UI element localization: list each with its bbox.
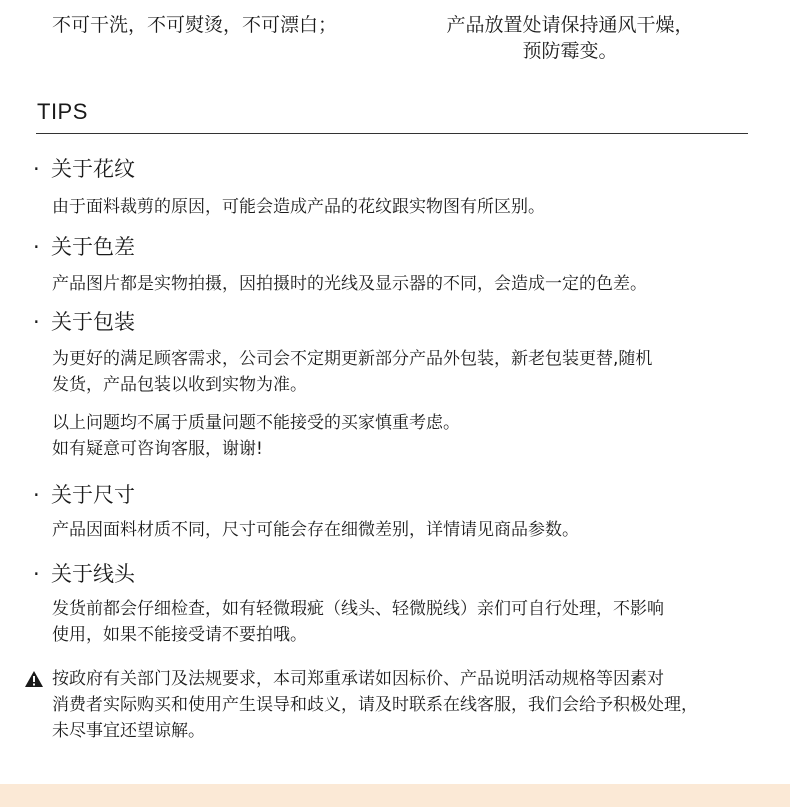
section-text-size: 产品因面料材质不同，尺寸可能会存在细微差别，详情请见商品参数。 <box>52 520 579 540</box>
notice-text: 未尽事宜还望谅解。 <box>52 721 205 741</box>
section-title-threads: · 关于线头 <box>33 562 135 586</box>
section-text-packaging: 为更好的满足顾客需求，公司会不定期更新部分产品外包装，新老包装更替,随机 <box>52 349 653 369</box>
section-text-pattern: 由于面料裁剪的原因，可能会造成产品的花纹跟实物图有所区别。 <box>52 197 545 217</box>
section-text-color: 产品图片都是实物拍摄，因拍摄时的光线及显示器的不同，会造成一定的色差。 <box>52 274 647 294</box>
tips-heading: TIPS <box>37 99 88 124</box>
care-instructions-left: 不可干洗，不可熨烫，不可漂白； <box>52 14 338 36</box>
section-title-size: · 关于尺寸 <box>33 483 135 507</box>
bullet-dot: · <box>33 310 40 334</box>
section-title-color: · 关于色差 <box>33 235 135 259</box>
care-right-line: 预防霉变。 <box>522 40 618 62</box>
section-text-threads: 发货前都会仔细检查，如有轻微瑕疵（线头、轻微脱线）亲们可自行处理，不影响 <box>52 599 664 619</box>
care-instructions-right <box>400 12 740 64</box>
section-text-packaging: 发货，产品包装以收到实物为准。 <box>52 375 307 395</box>
tips-divider <box>36 133 748 134</box>
bullet-dot: · <box>33 157 40 181</box>
bottom-band <box>0 784 790 807</box>
section-note: 如有疑意可咨询客服，谢谢! <box>52 439 263 459</box>
section-note: 以上问题均不属于质量问题不能接受的买家慎重考虑。 <box>52 413 460 433</box>
section-title-pattern: · 关于花纹 <box>33 157 135 181</box>
bullet-dot: · <box>33 483 40 507</box>
notice-text: 按政府有关部门及法规要求，本司郑重承诺如因标价、产品说明活动规格等因素对 <box>52 669 664 689</box>
section-title-packaging: · 关于包装 <box>33 310 135 334</box>
warning-icon <box>24 670 44 688</box>
care-right-line: 产品放置处请保持通风干燥， <box>446 14 694 36</box>
notice-text: 消费者实际购买和使用产生误导和歧义，请及时联系在线客服，我们会给予积极处理， <box>52 695 698 715</box>
bullet-dot: · <box>33 562 40 586</box>
section-text-threads: 使用，如果不能接受请不要拍哦。 <box>52 625 307 645</box>
bullet-dot: · <box>33 235 40 259</box>
